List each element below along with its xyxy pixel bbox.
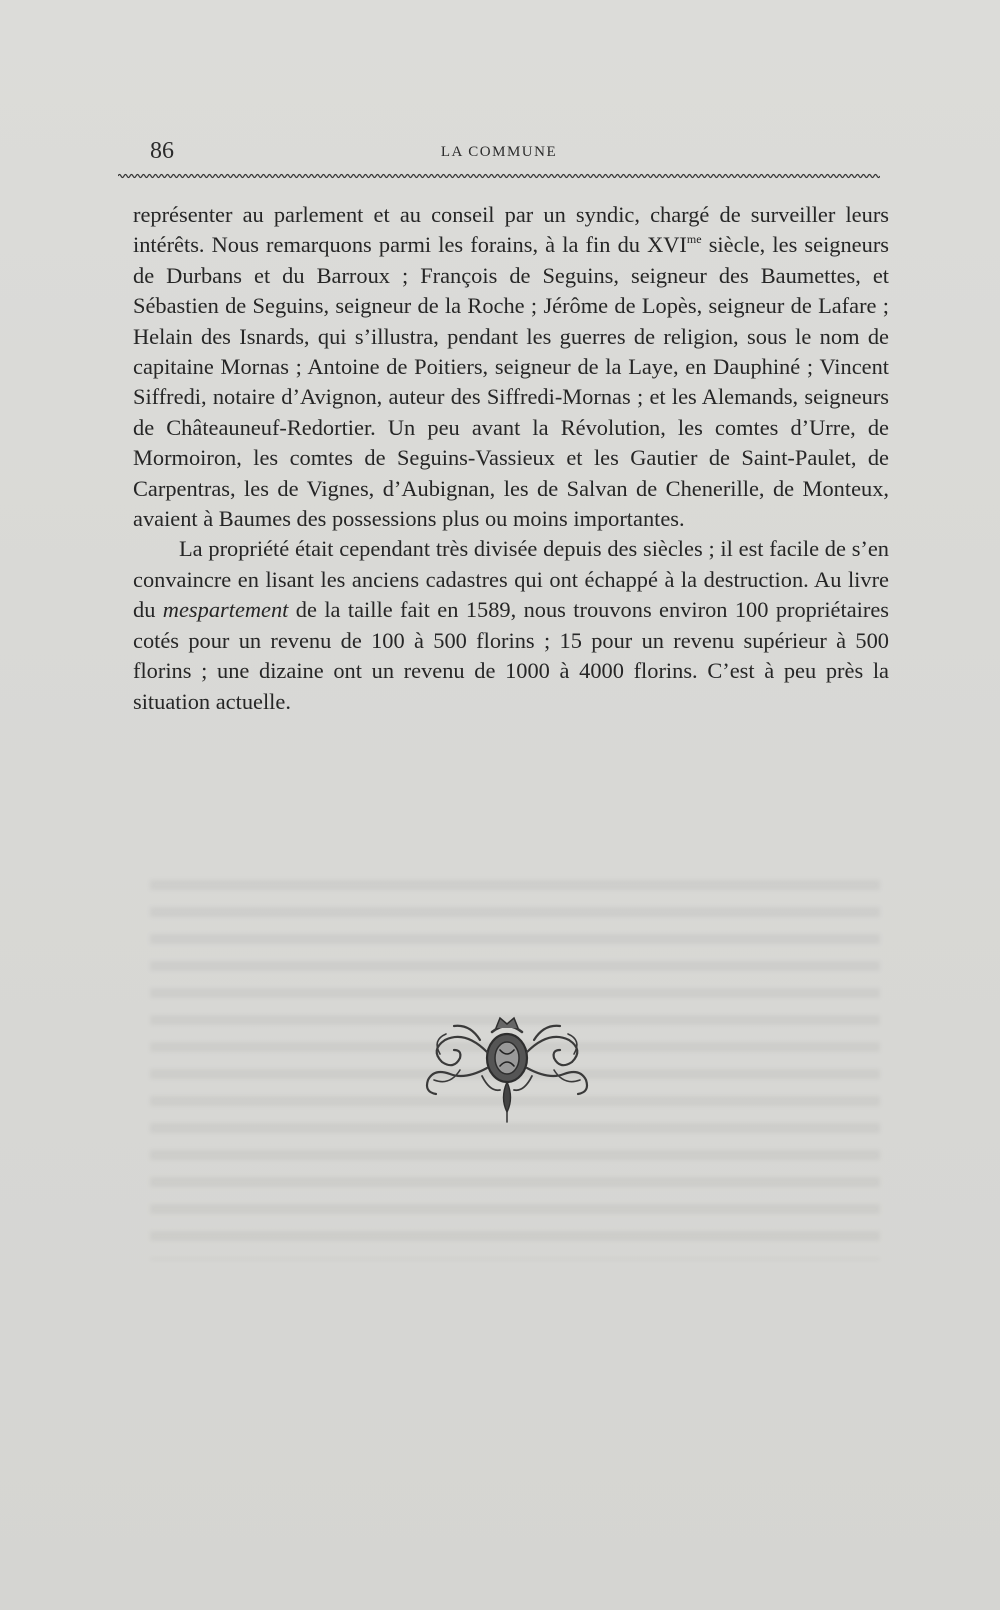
paragraph-1-text-b: siècle, les seigneurs de Durbans et du Barroux ; François de Seguins, seigneur des Baumettes, et Sébastien de Seguins, seigneur de la Roche ; Jérôme de Lopès, seigneur de Lafare ; Helain des Isnards, qui s’illustra, pendant les guerres de religion, sous le nom de capitaine Mornas ; Antoine de Poitiers, seigneur de la Laye, en Dauphiné ; Vincent Siffredi, notaire d’Avignon, auteur des Siffredi-Mornas ; et les Alemands, seigneurs de Châteauneuf-Redortier. Un peu avant la Révolution, les comtes d’Urre, de Mormoiron, les comtes de Seguins-Vassieux et les Gautier de Saint-Paulet, de Carpentras, les de Vignes, d’Aubignan, les de Salvan de Chenerille, de Monteux, avaient à Baumes des possessions plus ou moins importantes. xyxy=(133,232,889,532)
paragraph-1 xyxy=(133,200,889,534)
paragraph-2-text-b: de la taille fait en 1589, nous trouvons environ 100 propriétaires cotés pour un revenu de 100 à 500 florins ; 15 pour un revenu supérieur à 500 florins ; une dizaine ont un revenu de 1000 à 4000 florins. C’est à peu près la situation actuelle. xyxy=(133,597,889,714)
italic-term: mespartement xyxy=(162,597,289,623)
paragraph-2-text-a: La propriété était cependant très divisée depuis des siècles ; il est facile de s’en convaincre en lisant les anciens cadastres qui ont échappé à la destruction. Au livre du xyxy=(133,536,889,623)
wavy-header-rule xyxy=(118,172,880,180)
body-text xyxy=(133,200,889,717)
paragraph-1-text-a: représenter au parlement et au conseil par un syndic, chargé de surveiller leurs intérêts. Nous remarquons parmi les forains, à la fin du XVI xyxy=(133,202,889,258)
paragraph-2 xyxy=(133,534,889,716)
fleuron-ornament-icon xyxy=(420,1010,595,1125)
superscript: me xyxy=(686,232,702,247)
running-head: LA COMMUNE xyxy=(440,144,558,160)
page-number: 86 xyxy=(150,138,174,164)
